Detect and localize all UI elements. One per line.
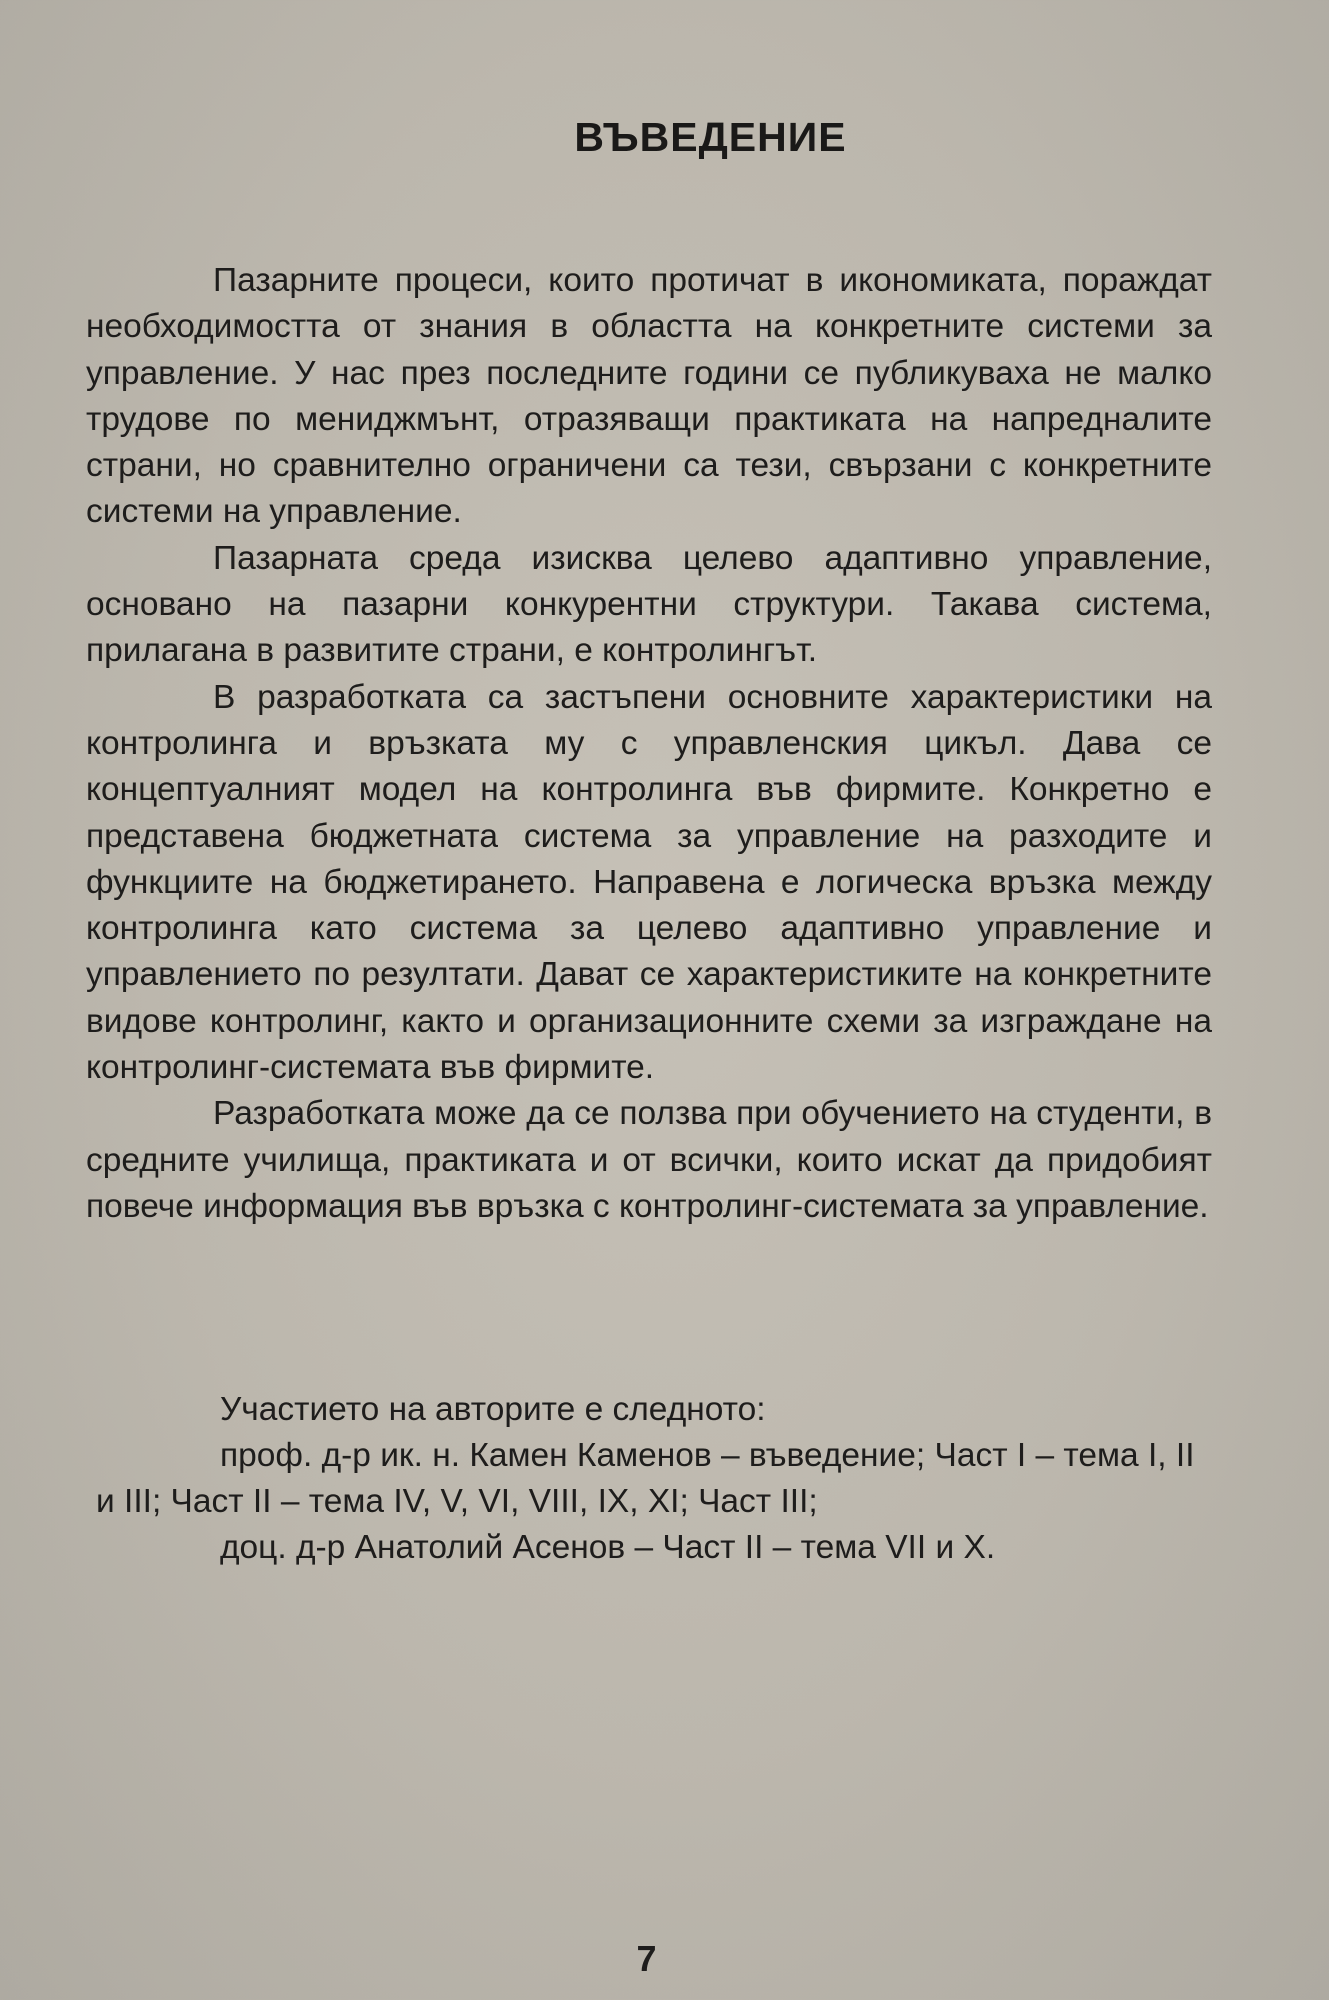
author-entry: проф. д-р ик. н. Камен Каменов – въведение; Част I – тема I, II и III; Част II – тема IV, V, VI, VIII, IX, XI; Част III;: [96, 1437, 1195, 1520]
paragraph-audience: Разработката може да се ползва при обучението на студенти, в средните училища, практиката и от всички, които искат да придобият повече информация във връзка с контролинг-системата за управление.: [86, 1095, 1212, 1225]
page-number: 7: [636, 1938, 657, 1979]
authors-intro: Участието на авторите е следното:: [220, 1391, 766, 1428]
introduction-body: [86, 258, 1212, 1230]
paragraph-market-environment: Пазарната среда изисква целево адаптивно управление, основано на пазарни конкурентни структури. Такава система, прилагана в развитите страни, е контролингът.: [86, 539, 1212, 670]
authors-section: [96, 1387, 1212, 1571]
page-title: ВЪВЕДЕНИЕ: [574, 114, 847, 160]
paragraph-market-processes: Пазарните процеси, които протичат в икономиката, пораждат необходимостта от знания в областта на конкретните системи за управление. У нас през последните години се публикуваха не малко трудове по мениджмънт, отразяващи практиката на напредналите страни, но сравнително ограничени са тези, свързани с конкретните системи на управление.: [86, 262, 1212, 531]
paragraph-contents-overview: В разработката са застъпени основните характеристики на контролинга и връзката му с управленския цикъл. Дава се концептуалният модел на контролинга във фирмите. Конкретно е представена бюджетната система за управление на разходите и функциите на бюджетирането. Направена е логическа връзка между контролинга като система за целево адаптивно управление и управлението по резултати. Дават се характеристиките на конкретните видове контролинг, както и организационните схеми за изграждане на контролинг-системата във фирмите.: [86, 678, 1212, 1087]
author-entry: доц. д-р Анатолий Асенов – Част II – тема VII и X.: [220, 1529, 996, 1566]
